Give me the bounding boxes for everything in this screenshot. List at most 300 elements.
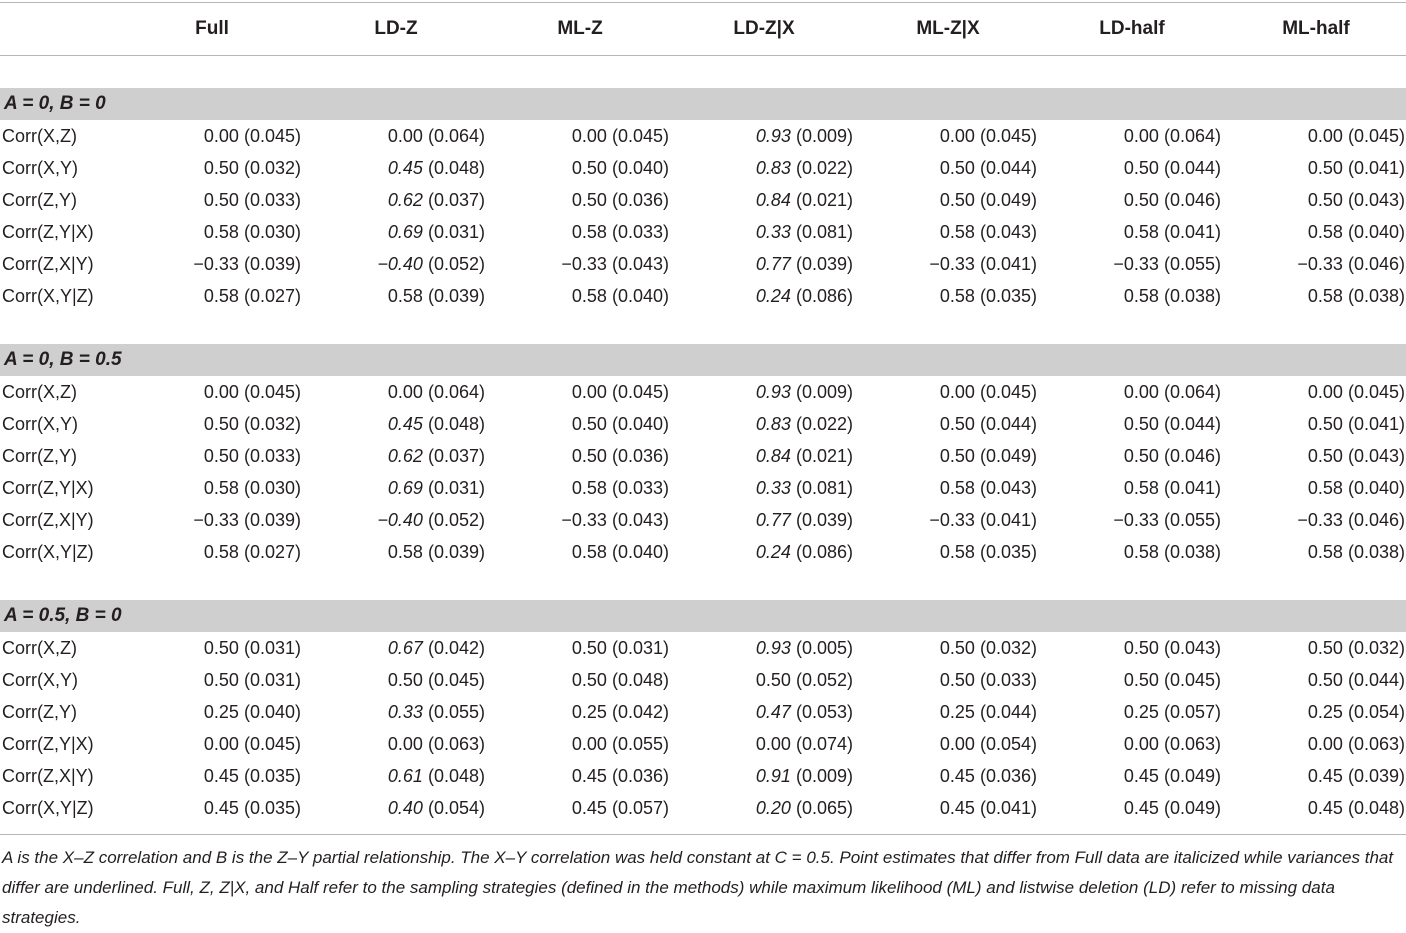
row-label: Corr(Z,Y|X): [2, 221, 94, 242]
variance: (0.081): [795, 221, 853, 242]
point-estimate: 0.00: [387, 125, 423, 146]
table-cell: [672, 632, 856, 664]
point-estimate: 0.00: [1123, 733, 1159, 754]
table-cell: [1040, 408, 1224, 440]
table-cell: [304, 216, 488, 248]
point-estimate: 0.45: [939, 797, 975, 818]
point-estimate: 0.58: [939, 541, 975, 562]
point-estimate: 0.00: [1307, 733, 1343, 754]
variance: (0.057): [1163, 701, 1221, 722]
table-cell: [1224, 120, 1406, 152]
section-header-row: [0, 344, 1406, 376]
table-row: [0, 664, 1406, 696]
variance: (0.045): [611, 125, 669, 146]
table-cell: [488, 152, 672, 184]
table-cell: [120, 792, 304, 824]
table-cell: [1040, 472, 1224, 504]
table-cell: [1040, 152, 1224, 184]
point-estimate: 0.45: [939, 765, 975, 786]
table-cell: [488, 536, 672, 568]
table-cell: [672, 792, 856, 824]
table-cell: [488, 248, 672, 280]
variance: (0.040): [611, 285, 669, 306]
table-cell: [488, 792, 672, 824]
point-estimate: 0.50: [1307, 157, 1343, 178]
variance: (0.045): [427, 669, 485, 690]
variance: (0.046): [1347, 509, 1405, 530]
table-cell: [856, 184, 1040, 216]
row-label: Corr(X,Y|Z): [2, 541, 94, 562]
variance: (0.041): [979, 253, 1037, 274]
variance: (0.038): [1347, 285, 1405, 306]
table-cell: [488, 664, 672, 696]
table-cell: [120, 120, 304, 152]
point-estimate: 0.91: [755, 765, 791, 786]
variance: (0.040): [1347, 477, 1405, 498]
variance: (0.035): [243, 765, 301, 786]
variance: (0.052): [427, 509, 485, 530]
row-label: Corr(Z,X|Y): [2, 509, 94, 530]
variance: (0.042): [611, 701, 669, 722]
table-cell: [1224, 152, 1406, 184]
point-estimate: 0.50: [939, 669, 975, 690]
point-estimate: 0.00: [939, 381, 975, 402]
point-estimate: 0.58: [1307, 541, 1343, 562]
table-body: [0, 56, 1406, 825]
table-cell: [304, 184, 488, 216]
point-estimate: 0.25: [1307, 701, 1343, 722]
variance: (0.042): [427, 637, 485, 658]
variance: (0.074): [795, 733, 853, 754]
section-spacer: [0, 56, 1406, 89]
header-corner: [0, 3, 120, 56]
variance: (0.043): [979, 477, 1037, 498]
point-estimate: 0.50: [571, 189, 607, 210]
table-cell: [304, 728, 488, 760]
table-cell: [1040, 504, 1224, 536]
variance: (0.064): [1163, 381, 1221, 402]
variance: (0.045): [1347, 125, 1405, 146]
variance: (0.031): [243, 669, 301, 690]
variance: (0.038): [1163, 285, 1221, 306]
point-estimate: 0.50: [755, 669, 791, 690]
table-cell: [488, 728, 672, 760]
table-row: [0, 248, 1406, 280]
table-cell: [1040, 696, 1224, 728]
row-label: Corr(X,Z): [2, 125, 77, 146]
table-cell: [120, 664, 304, 696]
spacer-cell: [0, 312, 1406, 344]
point-estimate: 0.00: [387, 733, 423, 754]
column-header: ML-half: [1282, 18, 1350, 39]
row-label: Corr(X,Y|Z): [2, 797, 94, 818]
section-spacer: [0, 568, 1406, 600]
point-estimate: 0.45: [387, 413, 423, 434]
table-row: [0, 472, 1406, 504]
table-cell: [672, 216, 856, 248]
table-cell: [120, 728, 304, 760]
variance: (0.027): [243, 541, 301, 562]
table-row: [0, 792, 1406, 824]
point-estimate: 0.00: [203, 733, 239, 754]
point-estimate: 0.24: [755, 541, 791, 562]
variance: (0.045): [979, 125, 1037, 146]
section-spacer: [0, 312, 1406, 344]
table-row: [0, 504, 1406, 536]
point-estimate: −0.33: [561, 253, 607, 274]
variance: (0.045): [243, 125, 301, 146]
point-estimate: 0.00: [755, 733, 791, 754]
point-estimate: −0.40: [377, 253, 423, 274]
point-estimate: 0.50: [1307, 669, 1343, 690]
variance: (0.041): [1347, 413, 1405, 434]
table-cell: [856, 632, 1040, 664]
table-cell: [304, 472, 488, 504]
point-estimate: 0.58: [1123, 541, 1159, 562]
variance: (0.036): [611, 189, 669, 210]
table-cell: [120, 248, 304, 280]
table-cell: [488, 440, 672, 472]
point-estimate: 0.77: [755, 253, 791, 274]
table-cell: [672, 472, 856, 504]
table-row: [0, 216, 1406, 248]
point-estimate: 0.50: [939, 189, 975, 210]
point-estimate: 0.00: [203, 125, 239, 146]
variance: (0.033): [243, 445, 301, 466]
point-estimate: 0.25: [571, 701, 607, 722]
table-cell: [120, 408, 304, 440]
table-row: [0, 152, 1406, 184]
table-cell: [1224, 632, 1406, 664]
point-estimate: 0.50: [571, 157, 607, 178]
point-estimate: 0.58: [939, 285, 975, 306]
table-cell: [304, 504, 488, 536]
variance: (0.065): [795, 797, 853, 818]
row-label: Corr(X,Y): [2, 669, 78, 690]
variance: (0.031): [427, 477, 485, 498]
table-cell: [1224, 664, 1406, 696]
variance: (0.036): [611, 445, 669, 466]
point-estimate: 0.00: [571, 125, 607, 146]
table-cell: [120, 504, 304, 536]
point-estimate: 0.62: [387, 445, 423, 466]
variance: (0.043): [611, 509, 669, 530]
row-label: Corr(X,Y): [2, 157, 78, 178]
results-table: [0, 3, 1406, 824]
variance: (0.053): [795, 701, 853, 722]
point-estimate: 0.58: [571, 285, 607, 306]
variance: (0.031): [243, 637, 301, 658]
table-cell: [672, 696, 856, 728]
table-cell: [120, 440, 304, 472]
point-estimate: 0.33: [755, 221, 791, 242]
variance: (0.063): [1347, 733, 1405, 754]
table-cell: [856, 760, 1040, 792]
point-estimate: 0.50: [203, 637, 239, 658]
variance: (0.038): [1347, 541, 1405, 562]
point-estimate: 0.50: [1123, 445, 1159, 466]
variance: (0.046): [1347, 253, 1405, 274]
table-cell: [120, 280, 304, 312]
table-row: [0, 760, 1406, 792]
variance: (0.032): [1347, 637, 1405, 658]
point-estimate: 0.45: [571, 765, 607, 786]
row-label: Corr(Z,Y): [2, 189, 77, 210]
point-estimate: 0.58: [571, 541, 607, 562]
variance: (0.036): [979, 765, 1037, 786]
table-cell: [1224, 440, 1406, 472]
variance: (0.048): [427, 157, 485, 178]
point-estimate: 0.58: [1123, 221, 1159, 242]
table-cell: [488, 280, 672, 312]
table-cell: [672, 120, 856, 152]
variance: (0.032): [979, 637, 1037, 658]
variance: (0.039): [795, 509, 853, 530]
table-cell: [120, 536, 304, 568]
table-cell: [488, 472, 672, 504]
table-cell: [1040, 632, 1224, 664]
variance: (0.033): [611, 221, 669, 242]
variance: (0.035): [979, 285, 1037, 306]
point-estimate: 0.50: [203, 669, 239, 690]
point-estimate: 0.33: [755, 477, 791, 498]
table-cell: [856, 728, 1040, 760]
variance: (0.054): [1347, 701, 1405, 722]
variance: (0.035): [979, 541, 1037, 562]
variance: (0.044): [1347, 669, 1405, 690]
table-cell: [488, 632, 672, 664]
variance: (0.045): [611, 381, 669, 402]
variance: (0.043): [611, 253, 669, 274]
results-table-figure: [0, 2, 1406, 933]
table-cell: [856, 120, 1040, 152]
variance: (0.038): [1163, 541, 1221, 562]
variance: (0.039): [243, 253, 301, 274]
variance: (0.043): [1163, 637, 1221, 658]
table-cell: [1224, 696, 1406, 728]
variance: (0.055): [1163, 253, 1221, 274]
variance: (0.045): [979, 381, 1037, 402]
table-header: [0, 3, 1406, 56]
table-cell: [304, 408, 488, 440]
table-cell: [304, 760, 488, 792]
table-cell: [1040, 536, 1224, 568]
table-cell: [856, 376, 1040, 408]
point-estimate: 0.50: [1123, 637, 1159, 658]
section-label: A = 0, B = 0: [0, 88, 1406, 120]
variance: (0.009): [795, 125, 853, 146]
table-cell: [672, 728, 856, 760]
point-estimate: 0.69: [387, 477, 423, 498]
point-estimate: 0.50: [1123, 189, 1159, 210]
table-cell: [488, 216, 672, 248]
variance: (0.048): [427, 765, 485, 786]
table-cell: [1040, 440, 1224, 472]
point-estimate: 0.58: [939, 477, 975, 498]
table-cell: [120, 632, 304, 664]
point-estimate: 0.50: [571, 413, 607, 434]
variance: (0.033): [979, 669, 1037, 690]
point-estimate: 0.50: [939, 157, 975, 178]
table-cell: [856, 696, 1040, 728]
table-cell: [672, 536, 856, 568]
table-cell: [856, 536, 1040, 568]
point-estimate: 0.00: [1123, 125, 1159, 146]
point-estimate: 0.58: [387, 541, 423, 562]
table-cell: [1040, 120, 1224, 152]
point-estimate: 0.00: [939, 125, 975, 146]
spacer-cell: [0, 56, 1406, 89]
table-cell: [1224, 536, 1406, 568]
variance: (0.041): [1347, 157, 1405, 178]
point-estimate: 0.45: [203, 797, 239, 818]
point-estimate: −0.33: [193, 509, 239, 530]
point-estimate: 0.50: [571, 445, 607, 466]
point-estimate: 0.58: [387, 285, 423, 306]
variance: (0.043): [979, 221, 1037, 242]
variance: (0.043): [1347, 445, 1405, 466]
column-header: LD-half: [1099, 18, 1165, 39]
variance: (0.037): [427, 445, 485, 466]
point-estimate: −0.40: [377, 509, 423, 530]
point-estimate: 0.58: [1123, 285, 1159, 306]
point-estimate: 0.93: [755, 637, 791, 658]
point-estimate: 0.58: [571, 221, 607, 242]
variance: (0.048): [611, 669, 669, 690]
variance: (0.049): [979, 189, 1037, 210]
point-estimate: 0.33: [387, 701, 423, 722]
variance: (0.040): [1347, 221, 1405, 242]
table-row: [0, 632, 1406, 664]
table-cell: [672, 376, 856, 408]
point-estimate: −0.33: [1297, 509, 1343, 530]
variance: (0.046): [1163, 189, 1221, 210]
variance: (0.043): [1347, 189, 1405, 210]
table-cell: [304, 120, 488, 152]
variance: (0.027): [243, 285, 301, 306]
table-cell: [856, 408, 1040, 440]
table-cell: [488, 696, 672, 728]
table-cell: [304, 440, 488, 472]
point-estimate: −0.33: [1113, 509, 1159, 530]
point-estimate: 0.77: [755, 509, 791, 530]
variance: (0.044): [1163, 413, 1221, 434]
variance: (0.009): [795, 381, 853, 402]
table-cell: [1224, 248, 1406, 280]
point-estimate: 0.50: [1307, 189, 1343, 210]
variance: (0.030): [243, 221, 301, 242]
point-estimate: 0.50: [939, 445, 975, 466]
variance: (0.009): [795, 765, 853, 786]
variance: (0.021): [795, 445, 853, 466]
row-label: Corr(Z,Y|X): [2, 733, 94, 754]
variance: (0.022): [795, 413, 853, 434]
variance: (0.055): [611, 733, 669, 754]
variance: (0.039): [243, 509, 301, 530]
table-cell: [672, 248, 856, 280]
row-label: Corr(X,Z): [2, 637, 77, 658]
row-label: Corr(Z,Y): [2, 701, 77, 722]
point-estimate: 0.50: [203, 413, 239, 434]
table-cell: [120, 376, 304, 408]
table-cell: [856, 472, 1040, 504]
variance: (0.045): [1347, 381, 1405, 402]
point-estimate: −0.33: [193, 253, 239, 274]
table-cell: [304, 696, 488, 728]
point-estimate: 0.83: [755, 413, 791, 434]
column-header: ML-Z|X: [916, 18, 980, 39]
variance: (0.052): [795, 669, 853, 690]
table-cell: [856, 792, 1040, 824]
variance: (0.039): [1347, 765, 1405, 786]
variance: (0.035): [243, 797, 301, 818]
table-cell: [488, 120, 672, 152]
point-estimate: 0.93: [755, 125, 791, 146]
table-cell: [304, 280, 488, 312]
table-cell: [672, 184, 856, 216]
table-cell: [672, 280, 856, 312]
variance: (0.045): [243, 381, 301, 402]
table-cell: [672, 152, 856, 184]
variance: (0.031): [427, 221, 485, 242]
point-estimate: 0.25: [203, 701, 239, 722]
variance: (0.057): [611, 797, 669, 818]
variance: (0.039): [795, 253, 853, 274]
section-label: A = 0, B = 0.5: [0, 344, 1406, 376]
table-cell: [488, 184, 672, 216]
table-row: [0, 440, 1406, 472]
variance: (0.055): [427, 701, 485, 722]
table-cell: [1040, 184, 1224, 216]
row-label: Corr(X,Y|Z): [2, 285, 94, 306]
column-header: Full: [195, 18, 229, 39]
point-estimate: 0.61: [387, 765, 423, 786]
table-cell: [856, 216, 1040, 248]
table-cell: [488, 376, 672, 408]
point-estimate: 0.45: [1307, 797, 1343, 818]
variance: (0.064): [1163, 125, 1221, 146]
variance: (0.044): [979, 701, 1037, 722]
variance: (0.045): [243, 733, 301, 754]
table-cell: [1224, 472, 1406, 504]
variance: (0.064): [427, 125, 485, 146]
point-estimate: 0.69: [387, 221, 423, 242]
table-cell: [120, 472, 304, 504]
row-label: Corr(X,Z): [2, 381, 77, 402]
point-estimate: 0.50: [1123, 413, 1159, 434]
point-estimate: −0.33: [929, 509, 975, 530]
point-estimate: 0.45: [1123, 797, 1159, 818]
point-estimate: 0.00: [571, 733, 607, 754]
variance: (0.041): [1163, 221, 1221, 242]
point-estimate: 0.58: [203, 477, 239, 498]
table-cell: [672, 504, 856, 536]
variance: (0.064): [427, 381, 485, 402]
table-cell: [856, 504, 1040, 536]
variance: (0.037): [427, 189, 485, 210]
table-cell: [304, 632, 488, 664]
variance: (0.063): [427, 733, 485, 754]
table-footnote: A is the X–Z correlation and B is the Z–Y partial relationship. The X–Y correlation was held constant at C = 0.5. Point estimates that differ from Full data are italicized while variances that differ are underlined. Full, Z, Z|X, and Half refer to the sampling strategies (defined in the methods) while maximum likelihood (ML) and listwise deletion (LD) refer to missing data strategies.: [2, 848, 1394, 927]
variance: (0.041): [979, 509, 1037, 530]
point-estimate: 0.50: [1307, 413, 1343, 434]
variance: (0.040): [611, 413, 669, 434]
table-cell: [672, 440, 856, 472]
table-cell: [1224, 728, 1406, 760]
variance: (0.049): [1163, 765, 1221, 786]
table-cell: [856, 152, 1040, 184]
table-cell: [1224, 760, 1406, 792]
